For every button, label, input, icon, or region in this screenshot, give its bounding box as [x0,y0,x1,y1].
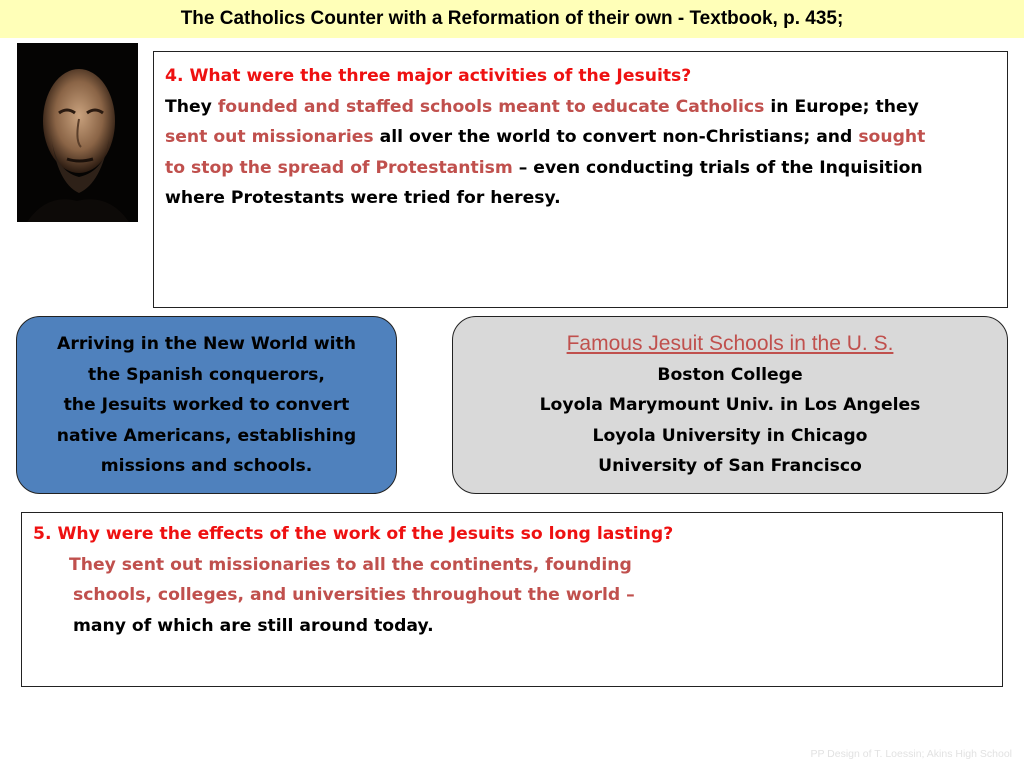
new-world-line: Arriving in the New World with [57,334,356,354]
question-4-box [153,51,1008,308]
jesuit-schools-heading: Famous Jesuit Schools in the U. S. [566,332,894,355]
school-item: University of San Francisco [598,456,862,477]
answer-5-line-2: schools, colleges, and universities throughout the world – [73,585,635,606]
new-world-line: missions and schools. [100,456,313,477]
school-item: Loyola Marymount Univ. in Los Angeles [539,395,921,416]
slide-title-text: The Catholics Counter with a Reformation of their own - Textbook, p. 435; [180,8,844,29]
question-4-text: 4. What were the three major activities of the Jesuits? [165,66,692,86]
question-5-text: 5. Why were the effects of the work of the Jesuits so long lasting? [33,524,674,544]
answer-5-line-1: They sent out missionaries to all the continents, founding [69,554,632,575]
answer-4-line-4: where Protestants were tried for heresy. [165,188,561,209]
footer-credit: PP Design of T. Loessin; Akins High School [810,748,1012,760]
portrait-image [17,43,138,222]
answer-4-line-1: They founded and staffed schools meant to educate Catholics in Europe; they [165,96,919,117]
answer-5-line-3: many of which are still around today. [73,615,434,636]
question-5-box [21,512,1003,687]
new-world-line: the Jesuits worked to convert [63,395,350,416]
answer-4-line-3: to stop the spread of Protestantism – even conducting trials of the Inquisition [165,157,923,178]
new-world-line: native Americans, establishing [56,425,357,446]
school-item: Loyola University in Chicago [592,425,868,446]
new-world-line: the Spanish conquerors, [88,364,325,385]
school-item: Boston College [657,364,803,385]
jesuit-schools-box [452,316,1008,494]
answer-4-line-2: sent out missionaries all over the world to convert non-Christians; and sought [165,127,926,148]
new-world-box [16,316,397,494]
slide-title [0,0,1024,38]
